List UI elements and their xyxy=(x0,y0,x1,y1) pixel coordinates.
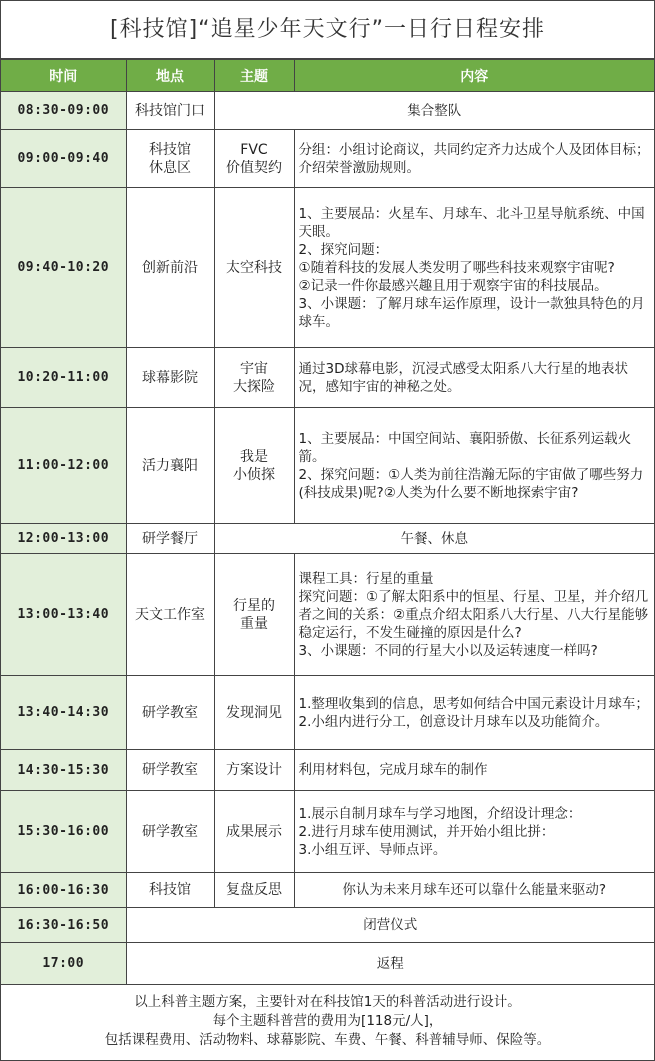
table-row xyxy=(1,92,654,130)
row-place: 研学教室 xyxy=(126,750,214,791)
row-content: 分组：小组讨论商议，共同约定齐力达成个人及团体目标；介绍荣誉激励规则。 xyxy=(298,141,650,176)
row-time: 16:30-16:50 xyxy=(1,908,126,943)
row-place: 球幕影院 xyxy=(126,348,214,408)
row-time: 10:20-11:00 xyxy=(1,348,126,408)
row-content: 1、主要展品：火星车、月球车、北斗卫星导航系统、中国天眼。 2、探究问题： ①随着科技的发展人类发明了哪些科技来观察宇宙呢? ②记录一件你最感兴趣且用于观察宇宙的科技展品。 3、小课题：了解月球车运作原理，设计一款独具特色的月球车。 xyxy=(298,205,645,330)
row-time: 17:00 xyxy=(1,943,126,985)
row-topic: 成果展示 xyxy=(214,791,294,873)
row-place: 活力襄阳 xyxy=(126,408,214,524)
row-place: 天文工作室 xyxy=(126,554,214,676)
row-topic: FVC 价值契约 xyxy=(226,141,282,176)
row-time: 09:00-09:40 xyxy=(1,130,126,188)
header-topic: 主题 xyxy=(214,60,294,92)
row-content: 1.展示自制月球车与学习地图，介绍设计理念： 2.进行月球车使用测试，并开始小组比拼： 3.小组互评、导师点评。 xyxy=(298,805,582,858)
row-time: 13:00-13:40 xyxy=(1,554,126,676)
table-row xyxy=(1,524,654,554)
row-content: 通过3D球幕电影，沉浸式感受太阳系八大行星的地表状况，感知宇宙的神秘之处。 xyxy=(298,360,628,395)
row-time: 13:40-14:30 xyxy=(1,676,126,750)
row-time: 08:30-09:00 xyxy=(1,92,126,130)
row-place: 科技馆 休息区 xyxy=(149,141,191,176)
header-place: 地点 xyxy=(126,60,214,92)
table-row xyxy=(1,676,654,750)
table-row xyxy=(1,554,654,676)
row-content: 课程工具：行星的重量 探究问题：①了解太阳系中的恒星、行星、卫星，并介绍几者之间的关系：②重点介绍太阳系八大行星、八大行星能够稳定运行，不发生碰撞的原因是什么? 3、小课题：不同的行星大小以及运转速度一样吗? xyxy=(298,570,649,659)
page-title: [科技馆]“追星少年天文行”一日行日程安排 xyxy=(1,1,654,59)
row-topic: 方案设计 xyxy=(214,750,294,791)
row-time: 16:00-16:30 xyxy=(1,873,126,908)
table-row xyxy=(1,408,654,524)
schedule-table xyxy=(1,59,654,985)
table-row xyxy=(1,348,654,408)
row-content: 你认为未来月球车还可以靠什么能量来驱动? xyxy=(294,873,654,908)
row-place: 研学餐厅 xyxy=(126,524,214,554)
row-topic: 行星的 重量 xyxy=(233,597,275,632)
table-row xyxy=(1,908,654,943)
row-place: 科技馆 xyxy=(126,873,214,908)
header-time: 时间 xyxy=(1,60,126,92)
table-row xyxy=(1,188,654,348)
row-content: 集合整队 xyxy=(214,92,654,130)
row-time: 11:00-12:00 xyxy=(1,408,126,524)
row-topic: 宇宙 大探险 xyxy=(233,360,275,395)
row-topic: 复盘反思 xyxy=(214,873,294,908)
footer-line: 包括课程费用、活动物料、球幕影院、车费、午餐、科普辅导师、保险等。 xyxy=(104,1032,551,1048)
row-topic: 我是 小侦探 xyxy=(233,448,275,483)
table-row xyxy=(1,943,654,985)
row-content: 午餐、休息 xyxy=(214,524,654,554)
table-row xyxy=(1,873,654,908)
footer-line: 每个主题科普营的费用为[118元/人]， xyxy=(212,1013,443,1029)
row-content: 1.整理收集到的信息，思考如何结合中国元素设计月球车； 2.小组内进行分工，创意设计月球车以及功能简介。 xyxy=(298,695,649,730)
row-content: 1、主要展品：中国空间站、襄阳骄傲、长征系列运载火箭。 2、探究问题：①人类为前往浩瀚无际的宇宙做了哪些努力(科技成果)呢?②人类为什么要不断地探索宇宙? xyxy=(298,430,644,501)
footer-note xyxy=(1,985,654,1058)
row-topic: 太空科技 xyxy=(214,188,294,348)
table-row xyxy=(1,791,654,873)
header-content: 内容 xyxy=(294,60,654,92)
row-place: 创新前沿 xyxy=(126,188,214,348)
row-place: 科技馆门口 xyxy=(126,92,214,130)
footer-line: 以上科普主题方案，主要针对在科技馆1天的科普活动进行设计。 xyxy=(134,994,521,1010)
row-content: 闭营仪式 xyxy=(126,908,654,943)
row-content: 返程 xyxy=(126,943,654,985)
row-topic: 发现洞见 xyxy=(214,676,294,750)
row-time: 09:40-10:20 xyxy=(1,188,126,348)
table-header-row xyxy=(1,60,654,92)
row-time: 12:00-13:00 xyxy=(1,524,126,554)
row-time: 15:30-16:00 xyxy=(1,791,126,873)
row-content: 利用材料包，完成月球车的制作 xyxy=(294,750,654,791)
row-place: 研学教室 xyxy=(126,791,214,873)
table-row xyxy=(1,750,654,791)
row-time: 14:30-15:30 xyxy=(1,750,126,791)
table-row xyxy=(1,130,654,188)
row-place: 研学教室 xyxy=(126,676,214,750)
